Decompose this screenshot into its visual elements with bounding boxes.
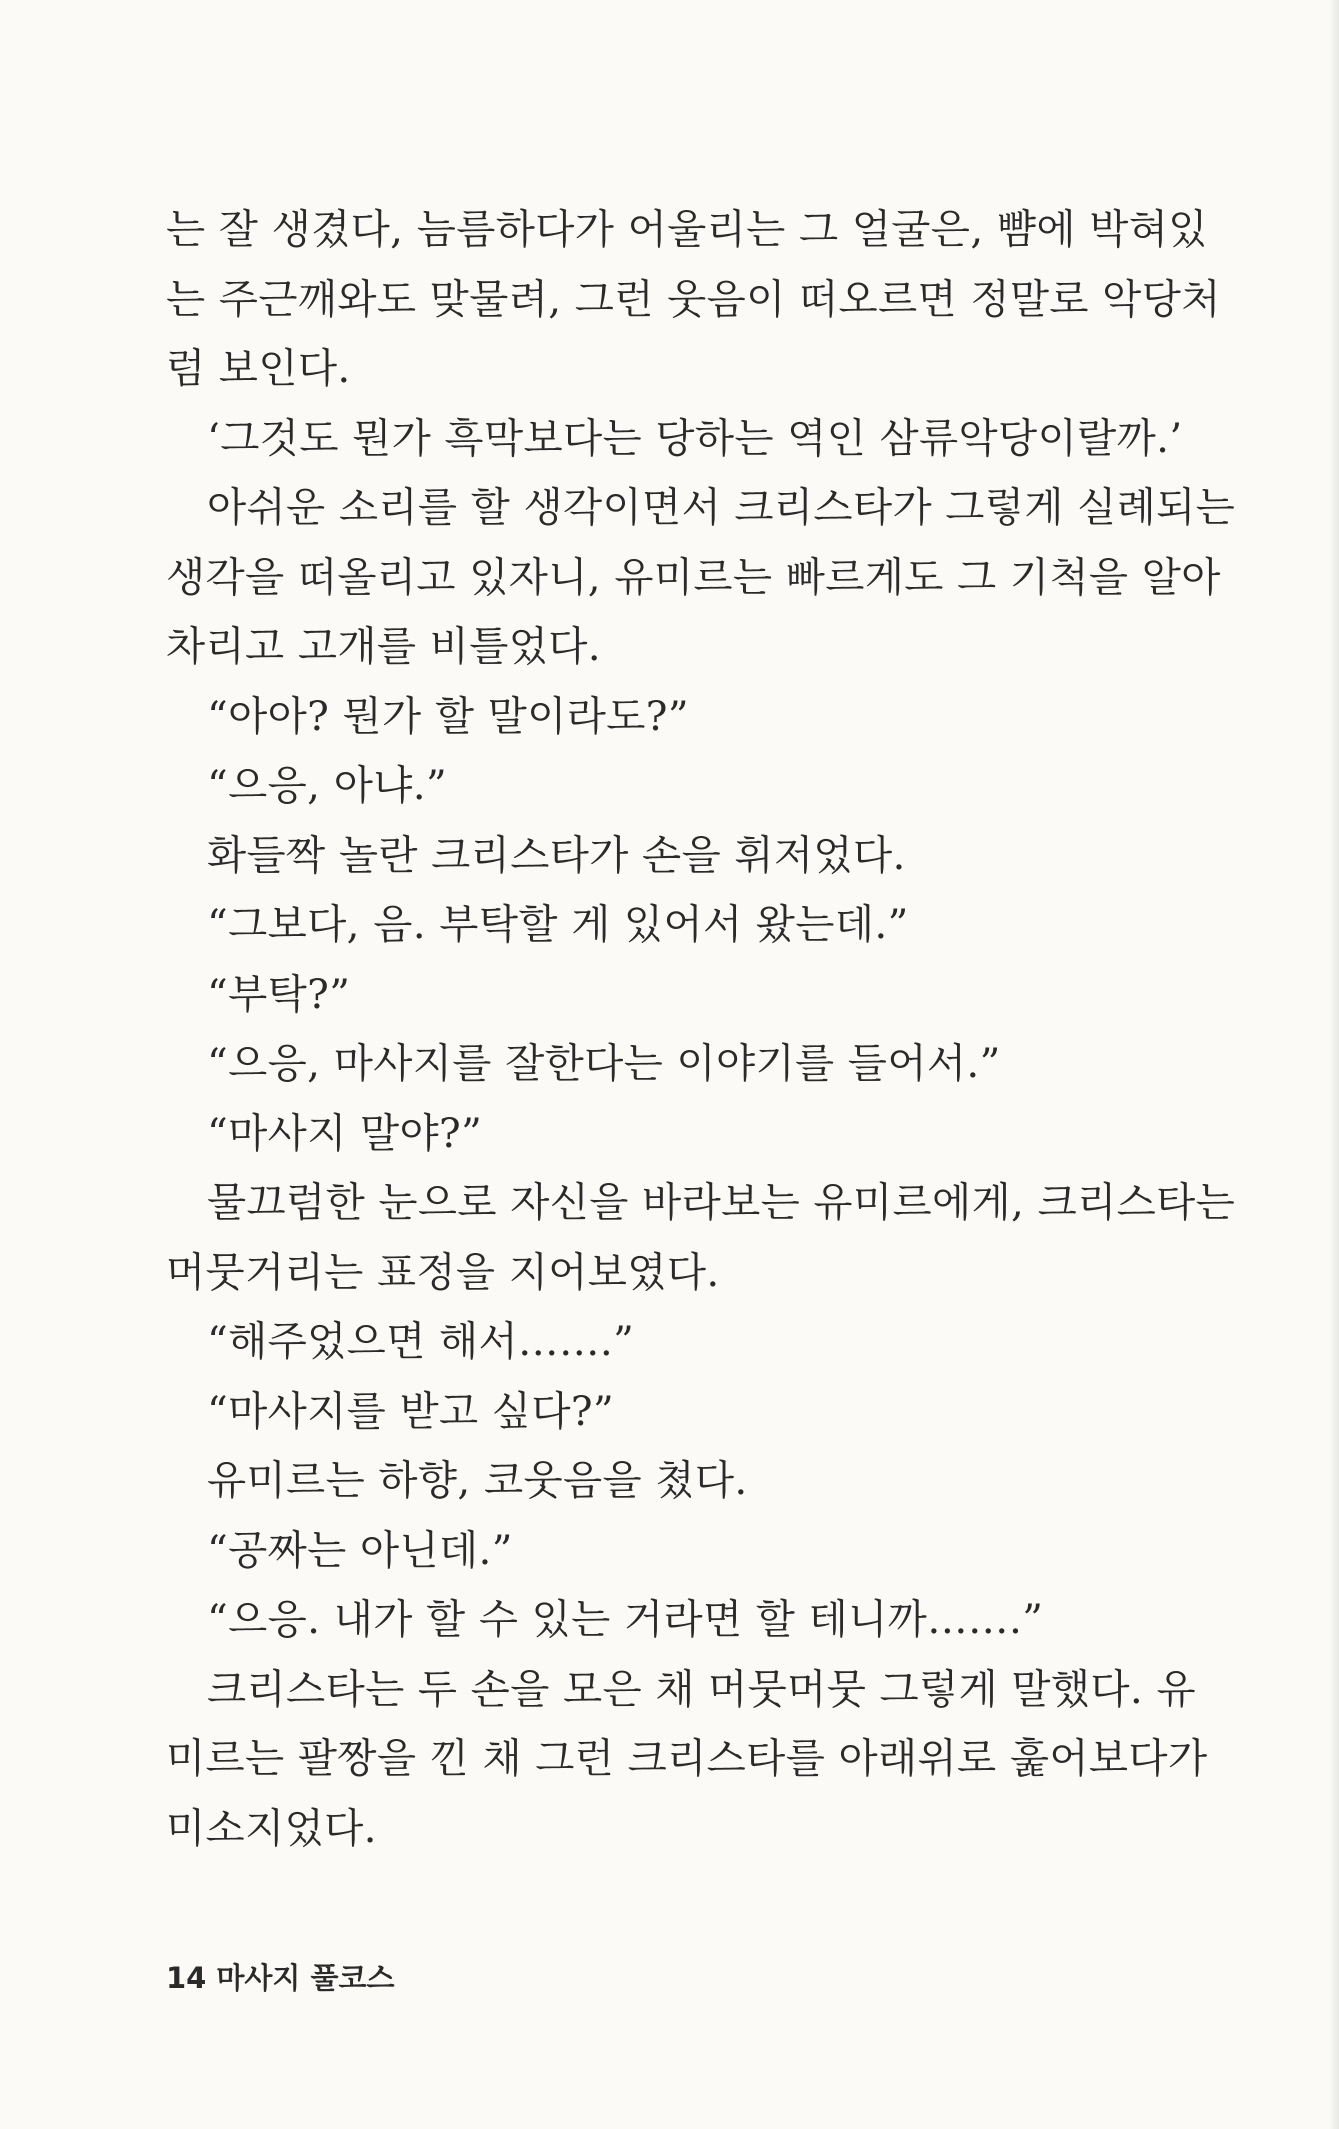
text-line: 미르는 팔짱을 낀 채 그런 크리스타를 아래위로 훑어보다가 bbox=[166, 1734, 1208, 1782]
text-line: 럼 보인다. bbox=[166, 344, 351, 392]
running-title: 마사지 풀코스 bbox=[216, 1961, 395, 1995]
text-line: 미소지었다. bbox=[166, 1803, 377, 1852]
text-line: “부탁?” bbox=[207, 969, 351, 1018]
text-line: 는 주근깨와도 맞물려, 그런 웃음이 떠오르면 정말로 악당처 bbox=[166, 274, 1221, 323]
text-line: “으응. 내가 할 수 있는 거라면 할 테니까…….” bbox=[207, 1595, 1044, 1643]
text-line: 물끄럼한 눈으로 자신을 바라보는 유미르에게, 크리스타는 bbox=[207, 1178, 1236, 1226]
text-line: 아쉬운 소리를 할 생각이면서 크리스타가 그렇게 실례되는 bbox=[207, 483, 1236, 531]
text-line: “아아? 뭔가 할 말이라도?” bbox=[207, 691, 689, 740]
page-edge-shadow bbox=[1329, 0, 1339, 2129]
body-text bbox=[166, 195, 1236, 1863]
page-footer bbox=[166, 1960, 395, 1996]
text-line: 크리스타는 두 손을 모은 채 머뭇머뭇 그렇게 말했다. 유 bbox=[207, 1664, 1196, 1713]
text-line: “공짜는 아닌데.” bbox=[207, 1525, 513, 1574]
text-line: ‘그것도 뭔가 흑막보다는 당하는 역인 삼류악당이랄까.’ bbox=[207, 413, 1183, 462]
text-line: 생각을 떠올리고 있자니, 유미르는 빠르게도 그 기척을 알아 bbox=[166, 552, 1221, 601]
text-line: 는 잘 생겼다, 늠름하다가 어울리는 그 얼굴은, 뺨에 박혀있 bbox=[166, 205, 1208, 253]
text-line: 유미르는 하향, 코웃음을 쳤다. bbox=[207, 1456, 748, 1504]
text-line: “마사지 말야?” bbox=[207, 1108, 483, 1157]
text-line: “으응, 마사지를 잘한다는 이야기를 들어서.” bbox=[207, 1039, 1001, 1087]
text-line: 머뭇거리는 표정을 지어보였다. bbox=[166, 1247, 720, 1296]
text-line: “해주었으면 해서…….” bbox=[207, 1317, 635, 1365]
text-line: 화들짝 놀란 크리스타가 손을 휘저었다. bbox=[207, 830, 906, 879]
page-number: 14 bbox=[166, 1961, 207, 1995]
text-line: “그보다, 음. 부탁할 게 있어서 왔는데.” bbox=[207, 900, 909, 948]
text-line: “마사지를 받고 싶다?” bbox=[207, 1386, 615, 1435]
text-line: 차리고 고개를 비틀었다. bbox=[166, 622, 602, 670]
text-line: “으응, 아냐.” bbox=[207, 761, 448, 809]
